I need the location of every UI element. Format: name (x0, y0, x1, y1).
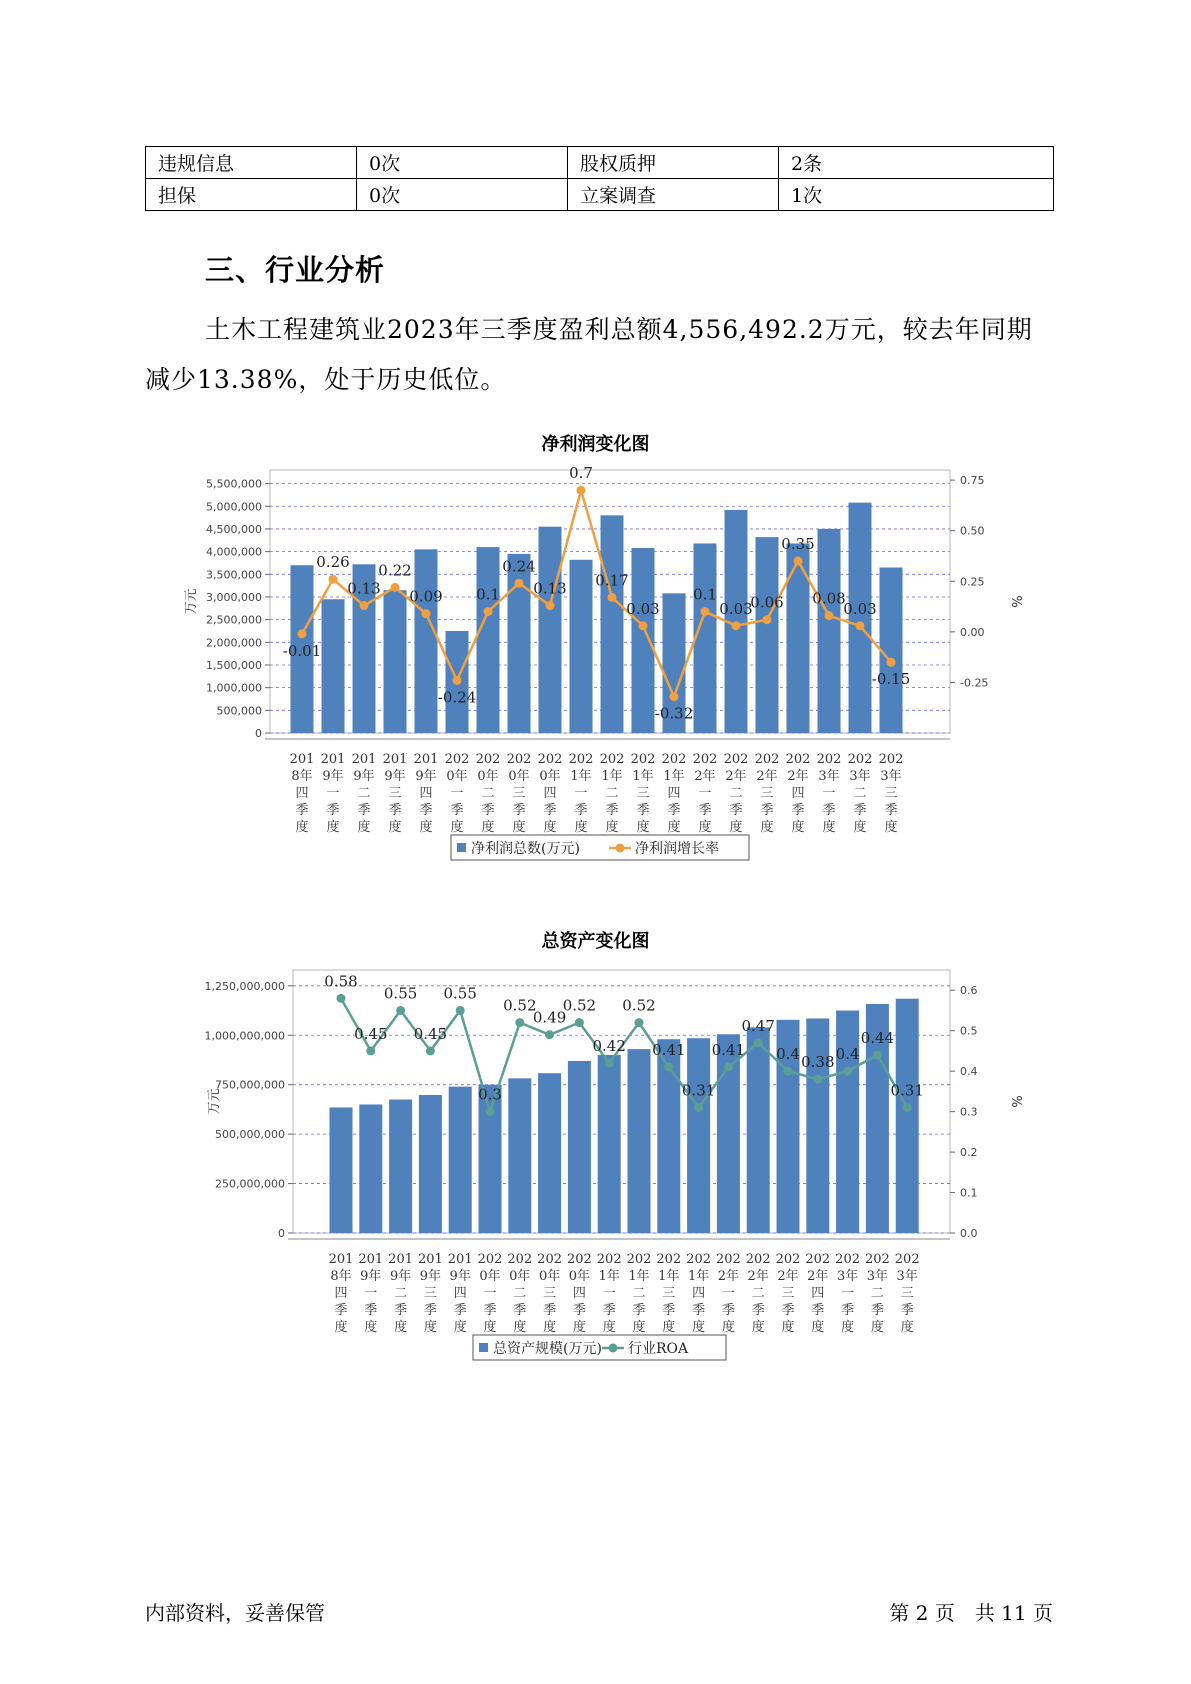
line-point (694, 1103, 703, 1112)
y-tick-label: 3,000,000 (206, 590, 262, 604)
data-label: 0.47 (741, 1016, 775, 1035)
bar (479, 1085, 502, 1233)
data-label: 0.45 (413, 1024, 448, 1043)
line-point (873, 1050, 882, 1059)
data-label: 0.42 (592, 1037, 626, 1056)
x-tick-label: 202 2年三季度 (754, 752, 780, 835)
data-label: 0.06 (750, 593, 784, 612)
y-tick-label: 500,000,000 (215, 1128, 285, 1142)
x-tick-label: 201 9年三季度 (382, 752, 408, 835)
x-tick-label: 201 9年一季度 (320, 752, 346, 835)
x-tick-label: 201 9年三季度 (417, 1252, 443, 1335)
data-label: 0.26 (316, 553, 350, 572)
total-assets-chart (0, 950, 1191, 1370)
line-point (484, 607, 493, 616)
x-tick-label: 202 2年二季度 (723, 752, 749, 835)
line-point (486, 1107, 495, 1116)
data-label: 0.17 (595, 571, 629, 590)
x-tick-label: 202 0年一季度 (477, 1252, 503, 1335)
legend-bar-swatch (457, 843, 466, 852)
bar (694, 543, 717, 733)
line-point (426, 1046, 435, 1055)
y-tick-label: 500,000 (216, 704, 262, 718)
line-point (546, 601, 555, 610)
y-tick-label: 2,500,000 (206, 613, 262, 627)
table-cell: 担保 (146, 179, 357, 211)
line-point (635, 1018, 644, 1027)
y-axis-title: 万元 (184, 588, 199, 615)
y2-axis-title: % (1008, 1095, 1023, 1108)
bar (477, 547, 500, 733)
bar (787, 543, 810, 733)
table-cell: 2条 (779, 147, 1054, 179)
x-tick-label: 202 0年二季度 (475, 752, 501, 835)
data-label: 0.55 (383, 984, 418, 1003)
bar (538, 1073, 561, 1233)
y-axis-title: 万元 (207, 1088, 222, 1115)
x-tick-label: 202 1年二季度 (599, 752, 625, 835)
y2-tick-label: 0.5 (960, 1024, 978, 1038)
data-label: 0.13 (347, 579, 381, 598)
y-tick-label: 0 (255, 727, 262, 740)
chart-title: 总资产变化图 (541, 931, 650, 952)
data-label: 0.49 (532, 1008, 567, 1027)
y2-tick-label: 0.6 (960, 984, 978, 998)
line-point (396, 1006, 405, 1015)
data-label: 0.03 (843, 599, 877, 618)
table-cell: 1次 (779, 179, 1054, 211)
bar (330, 1107, 353, 1233)
table-row (146, 179, 1054, 211)
x-tick-label: 201 9年四季度 (447, 1252, 473, 1335)
data-label: 0.03 (719, 599, 753, 618)
line-point (515, 579, 524, 588)
line-point (763, 615, 772, 624)
line-point (515, 1018, 524, 1027)
x-tick-label: 202 1年一季度 (596, 1252, 622, 1335)
bar (628, 1049, 651, 1233)
y-tick-label: 0 (278, 1227, 285, 1240)
bar (539, 527, 562, 733)
data-label: 0.31 (681, 1081, 716, 1100)
line-point (701, 607, 710, 616)
line-point (843, 1067, 852, 1076)
data-label: 0.03 (626, 599, 660, 618)
legend-line-marker (616, 844, 625, 853)
data-label: 0.35 (781, 535, 815, 554)
data-label: 0.13 (533, 579, 567, 598)
data-label: 0.58 (324, 972, 358, 991)
table-cell: 违规信息 (146, 147, 357, 179)
legend-label: 总资产规模(万元) (493, 1341, 602, 1357)
y-tick-label: 1,000,000 (206, 681, 262, 695)
data-label: -0.32 (654, 704, 694, 723)
bar (896, 999, 919, 1233)
bar (419, 1095, 442, 1233)
table-cell: 0次 (357, 179, 568, 211)
line-point (453, 676, 462, 685)
line-point (422, 609, 431, 618)
data-label: 0.41 (652, 1041, 686, 1060)
line-point (670, 692, 679, 701)
y-tick-label: 1,000,000,000 (204, 1029, 285, 1043)
bar (568, 1061, 591, 1233)
x-tick-label: 202 0年三季度 (537, 1252, 563, 1335)
table-cell: 股权质押 (568, 147, 779, 179)
bar (601, 515, 624, 733)
y2-tick-label: 0.4 (960, 1065, 978, 1079)
line-point (813, 1075, 822, 1084)
bar (322, 599, 345, 733)
data-label: -0.24 (437, 688, 477, 707)
x-tick-label: 202 3年二季度 (864, 1252, 890, 1335)
legend-label: 净利润增长率 (635, 841, 719, 857)
bar (836, 1011, 859, 1233)
y-tick-label: 5,500,000 (206, 477, 262, 491)
y2-tick-label: 0.00 (960, 625, 985, 639)
data-label: 0.09 (409, 587, 443, 606)
line-point (391, 583, 400, 592)
x-tick-label: 201 8年四季度 (289, 752, 315, 835)
bar (508, 1078, 531, 1233)
x-tick-label: 202 3年二季度 (847, 752, 873, 835)
legend-label: 行业ROA (628, 1341, 689, 1357)
data-label: 0.41 (711, 1041, 746, 1060)
x-tick-label: 202 2年三季度 (775, 1252, 801, 1335)
bar (806, 1018, 829, 1233)
y-tick-label: 1,500,000 (206, 658, 262, 672)
data-label: -0.15 (871, 670, 911, 689)
line-point (754, 1038, 763, 1047)
y-tick-label: 1,250,000,000 (204, 979, 285, 993)
data-label: 0.38 (801, 1053, 835, 1072)
line-point (608, 593, 617, 602)
data-label: -0.01 (282, 641, 322, 660)
line-point (794, 557, 803, 566)
line-point (856, 621, 865, 630)
x-tick-label: 202 2年一季度 (715, 1252, 741, 1335)
x-tick-label: 202 1年二季度 (626, 1252, 652, 1335)
y2-tick-label: 0.75 (960, 474, 985, 488)
bar (849, 503, 872, 733)
x-tick-label: 202 3年三季度 (878, 752, 904, 835)
y2-tick-label: 0.2 (960, 1146, 978, 1160)
line-point (366, 1046, 375, 1055)
x-tick-label: 202 2年一季度 (692, 752, 718, 835)
x-tick-label: 201 9年二季度 (351, 752, 377, 835)
bar (415, 549, 438, 733)
line-point (545, 1030, 554, 1039)
y-tick-label: 250,000,000 (215, 1177, 285, 1191)
line-point (605, 1059, 614, 1068)
x-tick-label: 202 1年四季度 (686, 1252, 712, 1335)
table-row (146, 147, 1054, 179)
data-label: 0.4 (835, 1045, 860, 1064)
x-tick-label: 202 3年三季度 (894, 1252, 920, 1335)
line-point (360, 601, 369, 610)
x-tick-label: 201 9年二季度 (388, 1252, 414, 1335)
x-tick-label: 202 2年四季度 (785, 752, 811, 835)
risk-info-table (145, 146, 1054, 211)
bar (359, 1104, 382, 1233)
x-tick-label: 201 9年四季度 (413, 752, 439, 835)
line-point (887, 658, 896, 667)
y-tick-label: 750,000,000 (215, 1078, 285, 1092)
line-point (724, 1063, 733, 1072)
bar (449, 1087, 472, 1233)
line-point (639, 621, 648, 630)
bar (747, 1027, 770, 1233)
bar (756, 537, 779, 733)
y2-tick-label: 0.0 (960, 1227, 978, 1240)
x-tick-label: 202 1年三季度 (630, 752, 656, 835)
data-label: 0.24 (502, 557, 536, 576)
footer-confidential-note: 内部资料，妥善保管 (145, 1601, 325, 1625)
legend-bar-swatch (479, 1343, 488, 1352)
y-tick-label: 3,500,000 (206, 568, 262, 582)
data-label: 0.7 (569, 464, 593, 483)
x-tick-label: 202 2年四季度 (805, 1252, 831, 1335)
legend-label: 净利润总数(万元) (471, 841, 580, 857)
chart-title: 净利润变化图 (541, 434, 650, 455)
x-tick-label: 202 2年二季度 (745, 1252, 771, 1335)
y2-axis-title: % (1008, 595, 1023, 608)
y2-tick-label: 0.1 (960, 1186, 978, 1200)
bar (570, 560, 593, 733)
line-point (664, 1063, 673, 1072)
x-tick-label: 202 1年一季度 (568, 752, 594, 835)
section-title: 三、行业分析 (205, 253, 386, 287)
bar (389, 1100, 412, 1233)
net-profit-chart (0, 450, 1191, 870)
data-label: 0.1 (693, 585, 717, 604)
x-tick-label: 202 0年三季度 (506, 752, 532, 835)
line-point (732, 621, 741, 630)
line-point (329, 575, 338, 584)
data-label: 0.4 (776, 1045, 800, 1064)
data-label: 0.1 (476, 585, 500, 604)
data-label: 0.3 (478, 1085, 502, 1104)
data-label: 0.44 (860, 1028, 895, 1047)
x-tick-label: 202 3年一季度 (835, 1252, 861, 1335)
x-tick-label: 201 9年一季度 (358, 1252, 384, 1335)
line-point (298, 629, 307, 638)
y2-tick-label: 0.3 (960, 1105, 978, 1119)
table-cell: 0次 (357, 147, 568, 179)
data-label: 0.52 (622, 996, 656, 1015)
data-label: 0.08 (812, 589, 846, 608)
data-label: 0.22 (378, 561, 412, 580)
legend-line-marker (609, 1344, 618, 1353)
bar (687, 1038, 710, 1233)
x-tick-label: 202 0年一季度 (444, 752, 470, 835)
line-point (784, 1067, 793, 1076)
data-label: 0.52 (503, 996, 537, 1015)
y2-tick-label: 0.50 (960, 524, 985, 538)
line-point (577, 486, 586, 495)
x-tick-label: 201 8年四季度 (328, 1252, 354, 1335)
bar (818, 529, 841, 733)
data-label: 0.45 (354, 1024, 388, 1043)
bar (880, 567, 903, 733)
x-tick-label: 202 0年四季度 (566, 1252, 592, 1335)
x-tick-label: 202 0年二季度 (507, 1252, 533, 1335)
bar (598, 1055, 621, 1233)
line-point (337, 994, 346, 1003)
y-tick-label: 4,500,000 (206, 522, 262, 536)
x-tick-label: 202 3年一季度 (816, 752, 842, 835)
bar (384, 590, 407, 733)
data-label: 0.31 (890, 1081, 924, 1100)
footer-page-number: 第 2 页 共 11 页 (889, 1601, 1053, 1625)
x-tick-label: 202 1年四季度 (661, 752, 687, 835)
x-tick-label: 202 1年三季度 (656, 1252, 682, 1335)
data-label: 0.52 (562, 996, 597, 1015)
y-tick-label: 4,000,000 (206, 545, 262, 559)
line-point (575, 1018, 584, 1027)
line-point (456, 1006, 465, 1015)
data-label: 0.55 (443, 984, 477, 1003)
y-tick-label: 5,000,000 (206, 500, 262, 514)
x-tick-label: 202 0年四季度 (537, 752, 563, 835)
y-tick-label: 2,000,000 (206, 636, 262, 650)
y2-tick-label: -0.25 (960, 676, 989, 690)
analysis-paragraph: 土木工程建筑业2023年三季度盈利总额4,556,492.2万元，较去年同期减少13.38%，处于历史低位。 (145, 315, 1033, 394)
line-point (825, 611, 834, 620)
bar (632, 548, 655, 733)
line-point (903, 1103, 912, 1112)
y2-tick-label: 0.25 (960, 575, 985, 589)
table-cell: 立案调查 (568, 179, 779, 211)
